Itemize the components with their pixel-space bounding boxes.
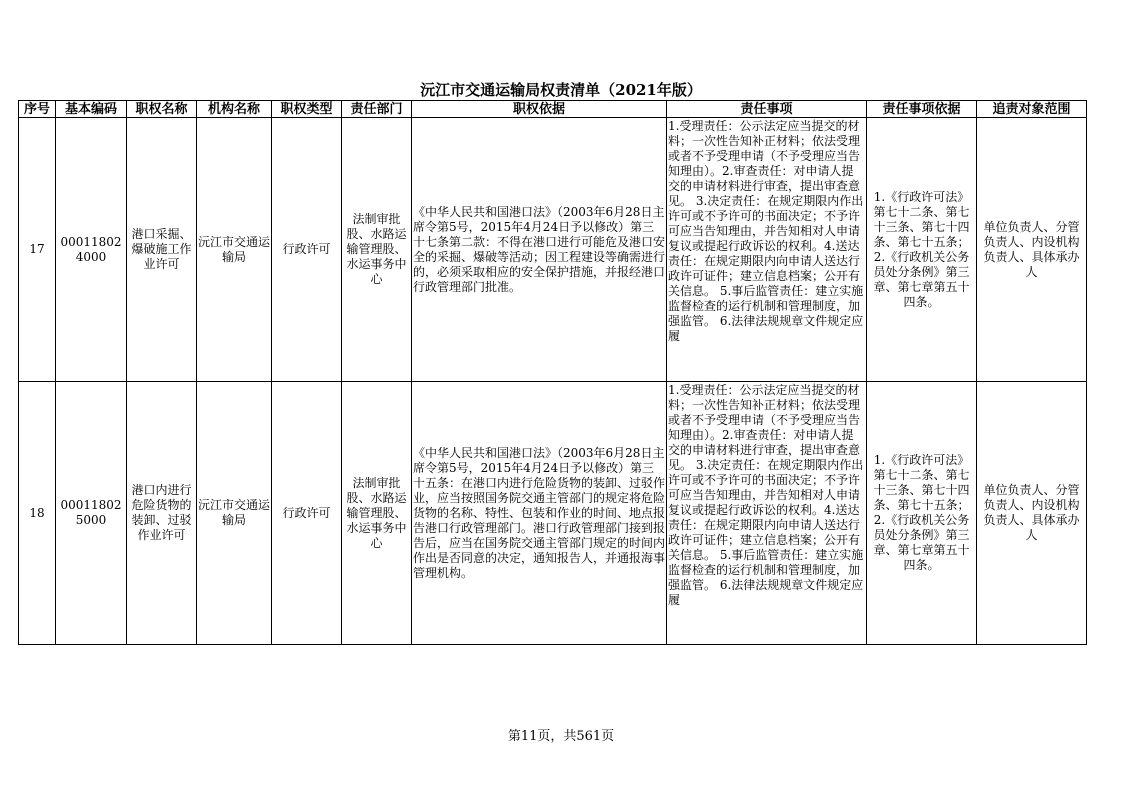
cell-power-type: 行政许可 [272,118,342,382]
header-power-type: 职权类型 [272,101,342,118]
header-duties: 责任事项 [667,101,867,118]
duties-text: 1.受理责任：公示法定应当提交的材料；一次性告知补正材料；依法受理或者不予受理申请（不予受理应当告知理由）。2.审查责任：对申请人提交的申请材料进行审查，提出审查意见。 3.决定责任：在规定期限内作出许可或不予许可的书面决定；不予许可应当告知理由，并告知相对人申请复议或提起行政诉讼的权利。4.送达责任：在规定期限内向申请人送达行政许可证件；建立信息档案；公开有关信息。 5.事后监管责任：建立实施监督检查的运行机制和管理制度，加强监管。 6.法律法规规章文件规定应履 [668,118,864,343]
header-legal-basis: 职权依据 [412,101,667,118]
cell-department: 法制审批股、水路运输管理股、水运事务中心 [342,118,412,382]
page-title: 沅江市交通运输局权责清单（2021年版） [420,81,702,99]
header-power-name: 职权名称 [127,101,197,118]
cell-duty-basis: 1.《行政许可法》第七十二条、第七十三条、第七十四条、第七十五条；2.《行政机关公务员处分条例》第三章、第七章第五十四条。 [867,118,977,382]
page-number: 第11页，共561页 [507,729,615,744]
table-header-row [19,101,1087,118]
cell-duty-basis: 1.《行政许可法》第七十二条、第七十三条、第七十四条、第七十五条；2.《行政机关公务员处分条例》第三章、第七章第五十四条。 [867,382,977,645]
header-code: 基本编码 [56,101,127,118]
cell-duties [667,382,867,645]
cell-accountability-scope: 单位负责人、分管负责人、内设机构负责人、具体承办人 [977,382,1087,645]
header-department: 责任部门 [342,101,412,118]
duties-text: 1.受理责任：公示法定应当提交的材料；一次性告知补正材料；依法受理或者不予受理申请（不予受理应当告知理由）。2.审查责任：对申请人提交的申请材料进行审查，提出审查意见。 3.决定责任：在规定期限内作出许可或不予许可的书面决定；不予许可应当告知理由，并告知相对人申请复议或提起行政诉讼的权利。4.送达责任：在规定期限内向申请人送达行政许可证件；建立信息档案；公开有关信息。 5.事后监管责任：建立实施监督检查的运行机制和管理制度，加强监管。 6.法律法规规章文件规定应履 [668,382,864,607]
cell-department: 法制审批股、水路运输管理股、水运事务中心 [342,382,412,645]
cell-org-name: 沅江市交通运输局 [197,118,272,382]
cell-code: 000118025000 [56,382,127,645]
cell-seq: 18 [19,382,56,645]
cell-power-name: 港口采掘、爆破施工作业许可 [127,118,197,382]
table-row [19,118,1087,382]
header-accountability-scope: 追责对象范围 [977,101,1087,118]
cell-legal-basis: 《中华人民共和国港口法》（2003年6月28日主席令第5号，2015年4月24日予以修改）第三十五条：在港口内进行危险货物的装卸、过驳作业，应当按照国务院交通主管部门的规定将危险货物的名称、特性、包装和作业的时间、地点报告港口行政管理部门。港口行政管理部门接到报告后，应当在国务院交通主管部门规定的时间内作出是否同意的决定，通知报告人，并通报海事管理机构。 [412,382,667,645]
header-seq: 序号 [19,101,56,118]
cell-power-name: 港口内进行危险货物的装卸、过驳作业许可 [127,382,197,645]
cell-code: 000118024000 [56,118,127,382]
cell-duties [667,118,867,382]
cell-org-name: 沅江市交通运输局 [197,382,272,645]
cell-seq: 17 [19,118,56,382]
table-row [19,382,1087,645]
header-duty-basis: 责任事项依据 [867,101,977,118]
cell-accountability-scope: 单位负责人、分管负责人、内设机构负责人、具体承办人 [977,118,1087,382]
cell-legal-basis: 《中华人民共和国港口法》（2003年6月28日主席令第5号，2015年4月24日予以修改）第三十七条第二款：不得在港口进行可能危及港口安全的采掘、爆破等活动；因工程建设等确需进行的，必须采取相应的安全保护措施，并报经港口行政管理部门批准。 [412,118,667,382]
cell-power-type: 行政许可 [272,382,342,645]
duty-list-table [18,100,1087,645]
header-org-name: 机构名称 [197,101,272,118]
